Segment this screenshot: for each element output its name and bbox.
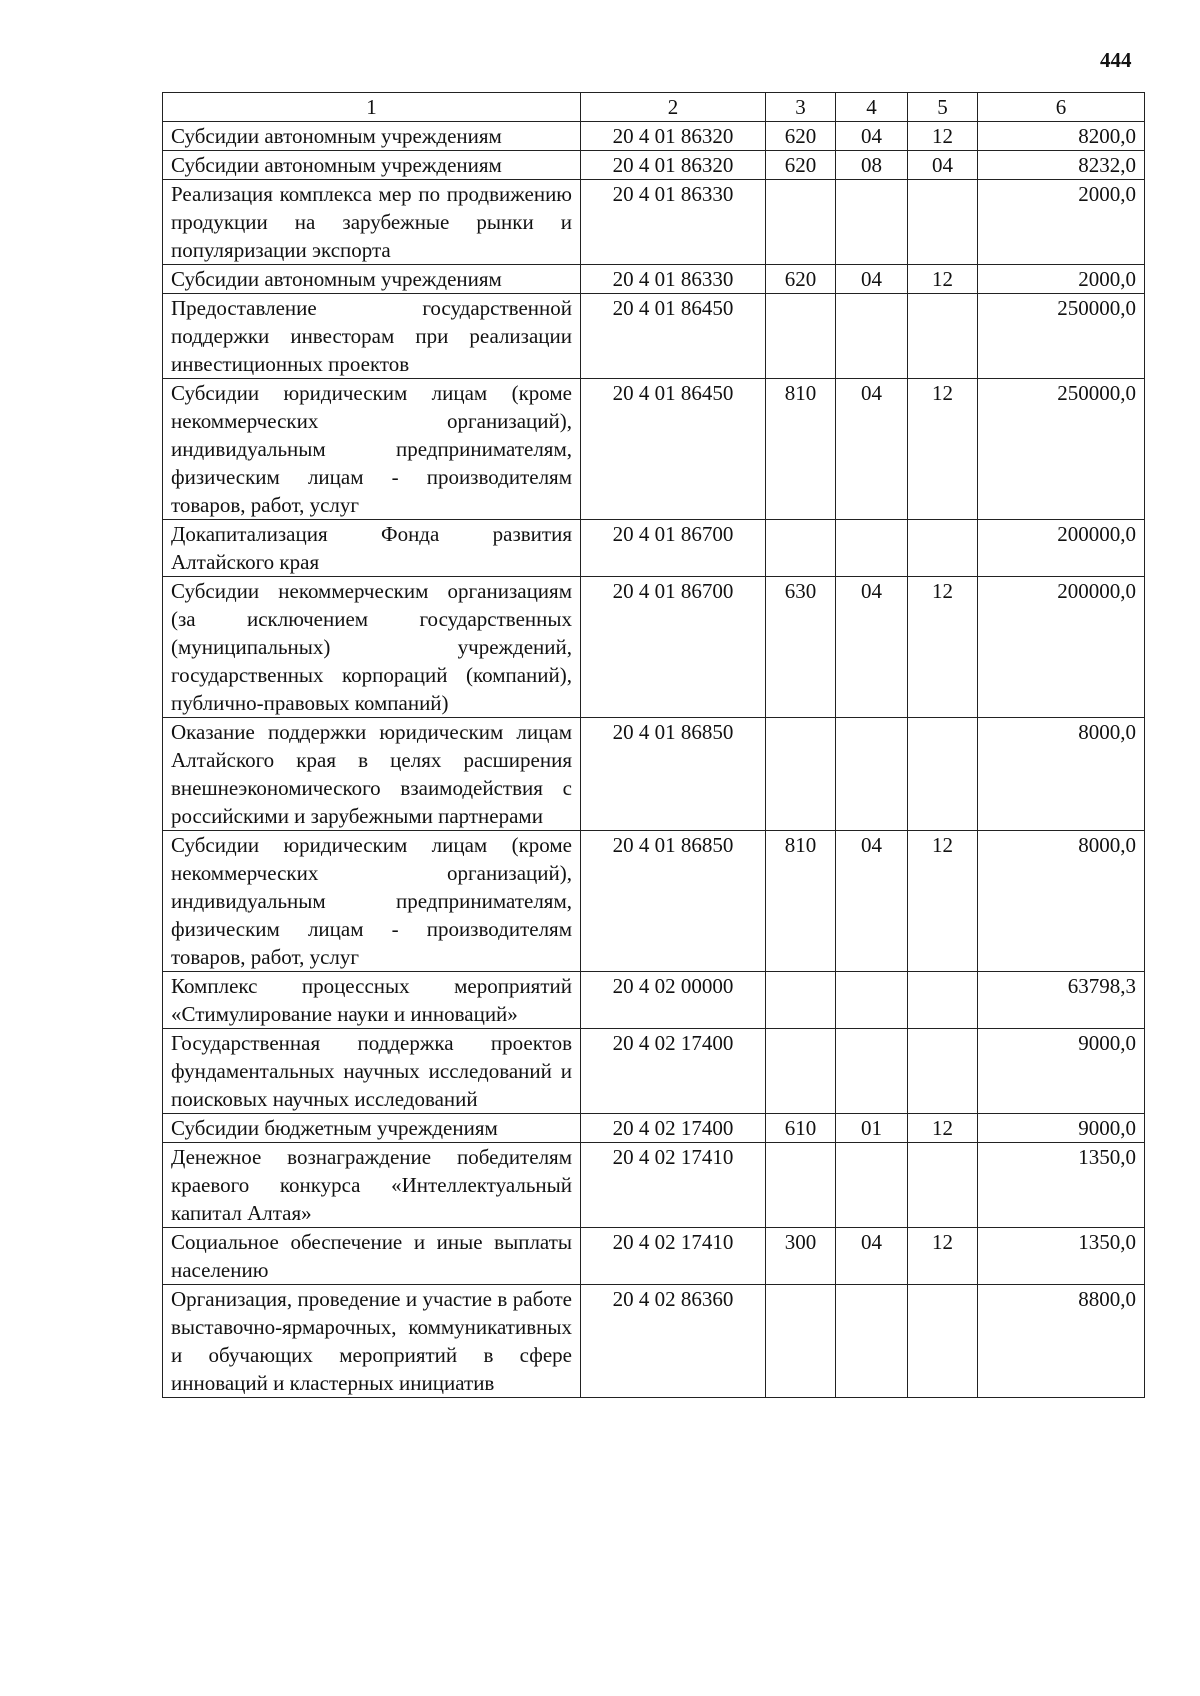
- column-header-5: 5: [908, 93, 978, 122]
- table-row: [163, 520, 1145, 577]
- row-code-cell: 20 4 01 86450: [581, 379, 766, 520]
- row-subsection-cell: 12: [908, 1228, 978, 1285]
- row-expense-type-cell: [766, 1143, 836, 1228]
- row-code-cell: 20 4 01 86330: [581, 180, 766, 265]
- row-name-cell: Субсидии автономным учреждениям: [163, 122, 581, 151]
- row-name-cell: Субсидии юридическим лицам (кроме некоммерческих организаций), индивидуальным предпринимателям, физическим лицам - производителям товаров, работ, услуг: [163, 831, 581, 972]
- row-subsection-cell: 12: [908, 122, 978, 151]
- row-expense-type-cell: 610: [766, 1114, 836, 1143]
- row-name-cell: Субсидии автономным учреждениям: [163, 151, 581, 180]
- row-name-cell: Субсидии автономным учреждениям: [163, 265, 581, 294]
- table-row: [163, 1285, 1145, 1398]
- row-code-cell: 20 4 02 86360: [581, 1285, 766, 1398]
- table-row: [163, 1029, 1145, 1114]
- row-section-cell: 01: [836, 1114, 908, 1143]
- row-code-cell: 20 4 01 86320: [581, 151, 766, 180]
- row-subsection-cell: 12: [908, 265, 978, 294]
- row-subsection-cell: 04: [908, 151, 978, 180]
- row-code-cell: 20 4 01 86850: [581, 718, 766, 831]
- row-subsection-cell: 12: [908, 577, 978, 718]
- row-amount-cell: 250000,0: [978, 294, 1145, 379]
- table-row: [163, 972, 1145, 1029]
- table-row: [163, 265, 1145, 294]
- page-number: 444: [1100, 48, 1132, 72]
- row-subsection-cell: 12: [908, 1114, 978, 1143]
- row-section-cell: [836, 520, 908, 577]
- table-body: [163, 122, 1145, 1398]
- row-code-cell: 20 4 02 17410: [581, 1228, 766, 1285]
- row-section-cell: [836, 1029, 908, 1114]
- row-expense-type-cell: [766, 972, 836, 1029]
- row-expense-type-cell: [766, 520, 836, 577]
- table-row: [163, 180, 1145, 265]
- row-subsection-cell: 12: [908, 379, 978, 520]
- row-amount-cell: 2000,0: [978, 265, 1145, 294]
- row-code-cell: 20 4 01 86450: [581, 294, 766, 379]
- table-row: [163, 718, 1145, 831]
- column-header-1: 1: [163, 93, 581, 122]
- row-amount-cell: 8200,0: [978, 122, 1145, 151]
- row-amount-cell: 8000,0: [978, 718, 1145, 831]
- header-row: [163, 93, 1145, 122]
- row-code-cell: 20 4 02 17410: [581, 1143, 766, 1228]
- row-amount-cell: 200000,0: [978, 520, 1145, 577]
- row-name-cell: Докапитализация Фонда развития Алтайского края: [163, 520, 581, 577]
- row-amount-cell: 8000,0: [978, 831, 1145, 972]
- row-name-cell: Социальное обеспечение и иные выплаты населению: [163, 1228, 581, 1285]
- row-expense-type-cell: 300: [766, 1228, 836, 1285]
- row-expense-type-cell: 810: [766, 379, 836, 520]
- row-name-cell: Оказание поддержки юридическим лицам Алтайского края в целях расширения внешнеэкономического взаимодействия с российскими и зарубежными партнерами: [163, 718, 581, 831]
- row-code-cell: 20 4 01 86330: [581, 265, 766, 294]
- row-amount-cell: 63798,3: [978, 972, 1145, 1029]
- row-expense-type-cell: 620: [766, 151, 836, 180]
- column-header-4: 4: [836, 93, 908, 122]
- table-row: [163, 151, 1145, 180]
- row-name-cell: Реализация комплекса мер по продвижению продукции на зарубежные рынки и популяризации экспорта: [163, 180, 581, 265]
- row-amount-cell: 2000,0: [978, 180, 1145, 265]
- row-subsection-cell: [908, 520, 978, 577]
- row-code-cell: 20 4 01 86700: [581, 577, 766, 718]
- row-section-cell: [836, 1285, 908, 1398]
- row-expense-type-cell: [766, 180, 836, 265]
- column-header-2: 2: [581, 93, 766, 122]
- row-amount-cell: 250000,0: [978, 379, 1145, 520]
- row-section-cell: 04: [836, 577, 908, 718]
- column-header-6: 6: [978, 93, 1145, 122]
- row-amount-cell: 200000,0: [978, 577, 1145, 718]
- row-subsection-cell: [908, 180, 978, 265]
- table-row: [163, 1143, 1145, 1228]
- row-name-cell: Субсидии бюджетным учреждениям: [163, 1114, 581, 1143]
- row-name-cell: Предоставление государственной поддержки инвесторам при реализации инвестиционных проектов: [163, 294, 581, 379]
- row-amount-cell: 1350,0: [978, 1228, 1145, 1285]
- row-section-cell: 04: [836, 122, 908, 151]
- row-name-cell: Государственная поддержка проектов фундаментальных научных исследований и поисковых научных исследований: [163, 1029, 581, 1114]
- row-code-cell: 20 4 02 00000: [581, 972, 766, 1029]
- row-amount-cell: 8800,0: [978, 1285, 1145, 1398]
- row-code-cell: 20 4 01 86320: [581, 122, 766, 151]
- table-row: [163, 1228, 1145, 1285]
- row-amount-cell: 8232,0: [978, 151, 1145, 180]
- row-section-cell: 04: [836, 1228, 908, 1285]
- table-header: [163, 93, 1145, 122]
- row-expense-type-cell: 620: [766, 122, 836, 151]
- table-row: [163, 294, 1145, 379]
- row-subsection-cell: [908, 972, 978, 1029]
- row-code-cell: 20 4 01 86850: [581, 831, 766, 972]
- row-section-cell: 08: [836, 151, 908, 180]
- row-subsection-cell: 12: [908, 831, 978, 972]
- row-code-cell: 20 4 02 17400: [581, 1114, 766, 1143]
- row-expense-type-cell: 620: [766, 265, 836, 294]
- row-expense-type-cell: [766, 1029, 836, 1114]
- row-subsection-cell: [908, 294, 978, 379]
- row-name-cell: Денежное вознаграждение победителям краевого конкурса «Интеллектуальный капитал Алтая»: [163, 1143, 581, 1228]
- row-subsection-cell: [908, 1143, 978, 1228]
- row-subsection-cell: [908, 718, 978, 831]
- table-row: [163, 831, 1145, 972]
- row-section-cell: [836, 180, 908, 265]
- table-row: [163, 1114, 1145, 1143]
- row-section-cell: [836, 294, 908, 379]
- row-section-cell: [836, 718, 908, 831]
- row-amount-cell: 9000,0: [978, 1029, 1145, 1114]
- row-expense-type-cell: [766, 294, 836, 379]
- row-expense-type-cell: 630: [766, 577, 836, 718]
- table-row: [163, 122, 1145, 151]
- row-name-cell: Субсидии некоммерческим организациям (за исключением государственных (муниципальных) учреждений, государственных корпораций (компаний), публично-правовых компаний): [163, 577, 581, 718]
- column-header-3: 3: [766, 93, 836, 122]
- row-name-cell: Комплекс процессных мероприятий «Стимулирование науки и инноваций»: [163, 972, 581, 1029]
- row-amount-cell: 1350,0: [978, 1143, 1145, 1228]
- row-name-cell: Субсидии юридическим лицам (кроме некоммерческих организаций), индивидуальным предпринимателям, физическим лицам - производителям товаров, работ, услуг: [163, 379, 581, 520]
- row-expense-type-cell: 810: [766, 831, 836, 972]
- table-row: [163, 379, 1145, 520]
- row-code-cell: 20 4 01 86700: [581, 520, 766, 577]
- row-section-cell: [836, 972, 908, 1029]
- row-subsection-cell: [908, 1029, 978, 1114]
- row-name-cell: Организация, проведение и участие в работе выставочно-ярмарочных, коммуникативных и обучающих мероприятий в сфере инноваций и кластерных инициатив: [163, 1285, 581, 1398]
- row-section-cell: [836, 1143, 908, 1228]
- row-amount-cell: 9000,0: [978, 1114, 1145, 1143]
- table-row: [163, 577, 1145, 718]
- row-section-cell: 04: [836, 379, 908, 520]
- budget-table: [162, 92, 1145, 1398]
- row-code-cell: 20 4 02 17400: [581, 1029, 766, 1114]
- row-subsection-cell: [908, 1285, 978, 1398]
- row-expense-type-cell: [766, 1285, 836, 1398]
- row-section-cell: 04: [836, 265, 908, 294]
- row-section-cell: 04: [836, 831, 908, 972]
- row-expense-type-cell: [766, 718, 836, 831]
